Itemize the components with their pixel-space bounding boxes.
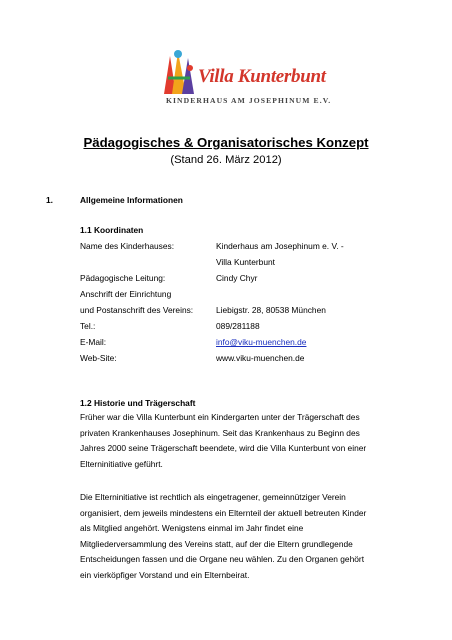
koord-value: Villa Kunterbunt bbox=[216, 257, 275, 267]
subsection-heading-historie: 1.2 Historie und Trägerschaft bbox=[80, 398, 196, 408]
koord-value: Liebigstr. 28, 80538 München bbox=[216, 305, 326, 315]
koord-value: 089/281188 bbox=[216, 321, 260, 331]
koord-label: Name des Kinderhauses: bbox=[80, 241, 175, 251]
koord-label: Web-Site: bbox=[80, 353, 117, 363]
section-number: 1. bbox=[46, 195, 53, 205]
stand-date: (Stand 26. März 2012) bbox=[170, 154, 282, 166]
logo-figure-icon bbox=[160, 48, 200, 96]
para-line: Jahres 2000 seine Trägerschaft beendete, wird die Villa Kunterbunt von einer bbox=[80, 443, 367, 454]
para-line: ein vierköpfiger Vorstand und ein Elternbeirat. bbox=[80, 569, 250, 580]
website-text: www.viku-muenchen.de bbox=[216, 353, 305, 363]
section-title: Allgemeine Informationen bbox=[80, 195, 183, 205]
para-line: privaten Krankenhauses Josephinum. Seit das Krankenhaus zu Beginn des bbox=[80, 427, 360, 438]
koord-label: Tel.: bbox=[80, 321, 96, 331]
para-line: Mitgliederversammlung des Vereins statt, auf der die Eltern grundlegende bbox=[80, 538, 353, 549]
historie-paragraph-1 bbox=[80, 410, 414, 472]
para-line: Früher war die Villa Kunterbunt ein Kindergarten unter der Trägerschaft des bbox=[80, 412, 360, 422]
logo-subtitle: KINDERHAUS AM JOSEPHINUM E.V. bbox=[166, 96, 332, 105]
para-line: Entscheidungen fassen und die Organe neu wählen. Zu den Organen gehört bbox=[80, 554, 365, 565]
para-line: Elterninitiative geführt. bbox=[80, 458, 163, 469]
para-line: Die Elterninitiative ist rechtlich als eingetragener, gemeinnütziger Verein bbox=[80, 492, 346, 502]
email-link[interactable]: info@viku-muenchen.de bbox=[216, 337, 307, 347]
koord-label: und Postanschrift des Vereins: bbox=[80, 305, 194, 315]
para-line: organisiert, dem jeweils mindestens ein Elternteil der aktuell betreuten Kinder bbox=[80, 507, 367, 518]
logo-brand: Villa Kunterbunt bbox=[198, 66, 326, 87]
koord-value: Kinderhaus am Josephinum e. V. - bbox=[216, 241, 344, 251]
koord-label: Anschrift der Einrichtung bbox=[80, 289, 172, 299]
koord-value: Cindy Chyr bbox=[216, 273, 258, 283]
subsection-heading-koordinaten: 1.1 Koordinaten bbox=[80, 225, 144, 235]
logo bbox=[160, 48, 332, 110]
koord-label: Pädagogische Leitung: bbox=[80, 273, 166, 283]
historie-paragraph-2 bbox=[80, 490, 414, 584]
page-title: Pädagogisches & Organisatorisches Konzept bbox=[83, 135, 369, 150]
para-line: als Mitglied angehört. Wenigstens einmal im Jahr findet eine bbox=[80, 523, 304, 534]
koord-label: E-Mail: bbox=[80, 337, 107, 347]
